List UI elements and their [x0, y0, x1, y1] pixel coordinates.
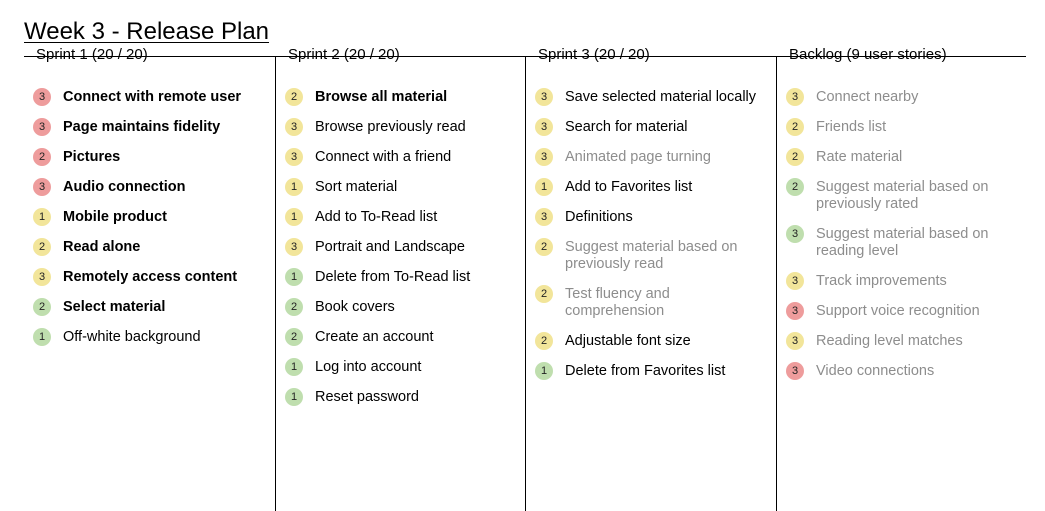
story-card[interactable]	[534, 148, 772, 168]
column-sprint-3	[525, 46, 776, 511]
story-title: Delete from Favorites list	[565, 363, 726, 379]
story-card[interactable]	[534, 88, 772, 108]
story-title: Save selected material locally	[565, 89, 757, 105]
story-card[interactable]	[284, 328, 522, 348]
story-card[interactable]	[284, 118, 522, 138]
story-title: Test fluency and comprehension	[565, 286, 670, 319]
story-points-badge: 2	[786, 178, 804, 196]
story-title: Pictures	[63, 149, 121, 165]
story-title: Read alone	[63, 239, 141, 255]
story-card[interactable]	[785, 332, 1022, 352]
story-points-badge: 3	[535, 118, 553, 136]
story-card[interactable]	[785, 88, 1022, 108]
story-points-badge: 2	[33, 148, 51, 166]
story-points-badge: 1	[285, 268, 303, 286]
story-card[interactable]	[32, 118, 271, 138]
story-title: Sort material	[315, 179, 398, 195]
story-card[interactable]	[534, 362, 772, 382]
story-points-badge: 1	[33, 328, 51, 346]
story-title: Add to To-Read list	[315, 209, 438, 225]
story-title: Connect with a friend	[315, 149, 452, 165]
story-points-badge: 1	[285, 178, 303, 196]
story-card[interactable]	[284, 148, 522, 168]
story-card[interactable]	[785, 362, 1022, 382]
story-title: Mobile product	[63, 209, 167, 225]
story-points-badge: 3	[33, 268, 51, 286]
story-title: Suggest material based on reading level	[816, 226, 989, 259]
story-title: Portrait and Landscape	[315, 239, 465, 255]
story-card[interactable]	[32, 208, 271, 228]
story-points-badge: 2	[535, 285, 553, 303]
story-card[interactable]	[785, 118, 1022, 138]
story-title: Delete from To-Read list	[315, 269, 471, 285]
story-points-badge: 1	[33, 208, 51, 226]
story-card[interactable]	[284, 388, 522, 408]
story-card[interactable]	[785, 272, 1022, 292]
story-points-badge: 3	[33, 88, 51, 106]
column-header: Sprint 3 (20 / 20)	[538, 46, 650, 63]
story-card[interactable]	[32, 298, 271, 318]
story-card[interactable]	[284, 178, 522, 198]
story-points-badge: 1	[285, 358, 303, 376]
story-card[interactable]	[534, 178, 772, 198]
story-points-badge: 1	[535, 362, 553, 380]
story-points-badge: 2	[285, 298, 303, 316]
story-title: Rate material	[816, 149, 903, 165]
story-card[interactable]	[32, 178, 271, 198]
story-card[interactable]	[534, 208, 772, 228]
story-title: Browse all material	[315, 89, 448, 105]
story-card[interactable]	[534, 238, 772, 272]
story-title: Connect nearby	[816, 89, 919, 105]
story-points-badge: 3	[535, 148, 553, 166]
story-card[interactable]	[785, 178, 1022, 212]
story-title: Adjustable font size	[565, 333, 691, 349]
story-title: Reset password	[315, 389, 419, 405]
story-card[interactable]	[32, 238, 271, 258]
story-card[interactable]	[534, 118, 772, 138]
story-title: Search for material	[565, 119, 688, 135]
story-points-badge: 2	[535, 238, 553, 256]
story-title: Create an account	[315, 329, 434, 345]
column-header: Sprint 2 (20 / 20)	[288, 46, 400, 63]
story-title: Browse previously read	[315, 119, 466, 135]
story-points-badge: 3	[786, 332, 804, 350]
story-title: Remotely access content	[63, 269, 238, 285]
story-card[interactable]	[32, 88, 271, 108]
story-points-badge: 3	[285, 118, 303, 136]
story-title: Add to Favorites list	[565, 179, 693, 195]
story-card[interactable]	[785, 148, 1022, 168]
story-title: Suggest material based on previously read	[565, 239, 738, 272]
story-title: Friends list	[816, 119, 887, 135]
story-title: Audio connection	[63, 179, 186, 195]
story-points-badge: 3	[535, 88, 553, 106]
column-sprint-1	[24, 46, 275, 511]
story-points-badge: 2	[33, 298, 51, 316]
story-card[interactable]	[32, 328, 271, 348]
story-title: Animated page turning	[565, 149, 711, 165]
story-card[interactable]	[785, 225, 1022, 259]
story-card[interactable]	[284, 298, 522, 318]
story-points-badge: 3	[786, 225, 804, 243]
story-title: Off-white background	[63, 329, 201, 345]
story-points-badge: 3	[33, 178, 51, 196]
story-card[interactable]	[785, 302, 1022, 322]
story-title: Log into account	[315, 359, 422, 375]
story-points-badge: 3	[285, 148, 303, 166]
story-title: Track improvements	[816, 273, 947, 289]
story-card[interactable]	[284, 238, 522, 258]
story-points-badge: 2	[786, 118, 804, 136]
story-points-badge: 3	[786, 302, 804, 320]
story-points-badge: 3	[33, 118, 51, 136]
story-title: Connect with remote user	[63, 89, 242, 105]
story-points-badge: 3	[786, 88, 804, 106]
story-points-badge: 1	[285, 388, 303, 406]
story-title: Reading level matches	[816, 333, 963, 349]
story-points-badge: 2	[786, 148, 804, 166]
story-card[interactable]	[284, 88, 522, 108]
story-title: Select material	[63, 299, 166, 315]
story-card[interactable]	[534, 332, 772, 352]
story-title: Book covers	[315, 299, 395, 315]
story-card[interactable]	[284, 358, 522, 378]
story-card[interactable]	[32, 148, 271, 168]
column-header: Backlog (9 user stories)	[789, 46, 947, 63]
story-points-badge: 2	[33, 238, 51, 256]
story-card[interactable]	[284, 208, 522, 228]
release-board	[24, 46, 1026, 511]
story-card[interactable]	[534, 285, 772, 319]
story-points-badge: 3	[535, 208, 553, 226]
story-title: Support voice recognition	[816, 303, 980, 319]
story-points-badge: 1	[535, 178, 553, 196]
story-title: Video connections	[816, 363, 935, 379]
story-points-badge: 3	[285, 238, 303, 256]
story-card[interactable]	[284, 268, 522, 288]
story-title: Suggest material based on previously rated	[816, 179, 989, 212]
story-points-badge: 1	[285, 208, 303, 226]
column-header: Sprint 1 (20 / 20)	[36, 46, 148, 63]
page-title: Week 3 - Release Plan	[24, 18, 270, 45]
story-points-badge: 2	[285, 88, 303, 106]
story-points-badge: 2	[285, 328, 303, 346]
story-title: Page maintains fidelity	[63, 119, 221, 135]
column-backlog	[776, 46, 1026, 511]
story-title: Definitions	[565, 209, 633, 225]
story-points-badge: 3	[786, 362, 804, 380]
column-sprint-2	[275, 46, 526, 511]
story-points-badge: 2	[535, 332, 553, 350]
story-card[interactable]	[32, 268, 271, 288]
story-points-badge: 3	[786, 272, 804, 290]
